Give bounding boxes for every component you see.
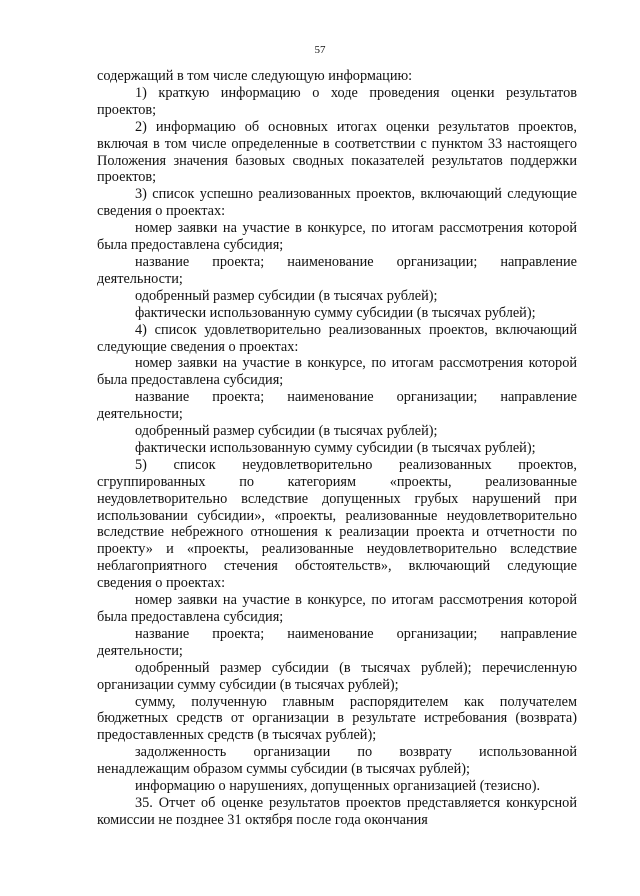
- paragraph: 1) краткую информацию о ходе проведения оценки результатов проектов;: [97, 84, 577, 118]
- paragraph: 35. Отчет об оценке результатов проектов представляется конкурсной комиссии не позднее 31 октября после года окончания: [97, 794, 577, 828]
- paragraph: 5) список неудовлетворительно реализованных проектов, сгруппированных по категориям «проекты, реализованные неудовлетворительно вследствие допущенных грубых нарушений при использовании субсидии», «проекты, реализованные неудовлетворительно вследствие небрежного отношения к реализации проекта и отчетности по проекту» и «проекты, реализованные неудовлетворительно вследствие неблагоприятного стечения обстоятельств», включающий следующие сведения о проектах:: [97, 456, 577, 592]
- paragraph: номер заявки на участие в конкурсе, по итогам рассмотрения которой была предоставлена субсидия;: [97, 220, 577, 254]
- paragraph: фактически использованную сумму субсидии (в тысячах рублей);: [135, 439, 536, 456]
- paragraph: одобренный размер субсидии (в тысячах рублей); перечисленную организации сумму субсидии (в тысячах рублей);: [97, 659, 577, 693]
- paragraph: номер заявки на участие в конкурсе, по итогам рассмотрения которой была предоставлена субсидия;: [97, 592, 577, 625]
- paragraph: информацию о нарушениях, допущенных организацией (тезисно).: [135, 778, 541, 795]
- paragraph: название проекта; наименование организации; направление деятельности;: [97, 253, 577, 287]
- paragraph: 2) информацию об основных итогах оценки результатов проектов, включая в том числе определенные в соответствии с пунктом 33 настоящего Положения значения базовых сводных показателей результатов поддержки проектов;: [97, 118, 577, 186]
- paragraph: название проекта; наименование организации; направление деятельности;: [97, 389, 577, 423]
- paragraph: одобренный размер субсидии (в тысячах рублей);: [135, 287, 438, 304]
- document-body: [97, 68, 577, 829]
- paragraph: номер заявки на участие в конкурсе, по итогам рассмотрения которой была предоставлена субсидия;: [97, 355, 577, 389]
- page-number: 57: [314, 44, 326, 56]
- paragraph: 3) список успешно реализованных проектов, включающий следующие сведения о проектах:: [97, 186, 577, 220]
- paragraph: сумму, полученную главным распорядителем как получателем бюджетных средств от организации в результате истребования (возврата) предоставленных средств (в тысячах рублей);: [97, 693, 577, 744]
- paragraph: 4) список удовлетворительно реализованных проектов, включающий следующие сведения о проектах:: [97, 321, 577, 355]
- paragraph: название проекта; наименование организации; направление деятельности;: [97, 625, 577, 659]
- paragraph: одобренный размер субсидии (в тысячах рублей);: [135, 423, 438, 440]
- paragraph: фактически использованную сумму субсидии (в тысячах рублей);: [135, 304, 536, 321]
- paragraph: содержащий в том числе следующую информацию:: [97, 68, 413, 84]
- paragraph: задолженность организации по возврату использованной ненадлежащим образом суммы субсидии (в тысячах рублей);: [97, 744, 577, 778]
